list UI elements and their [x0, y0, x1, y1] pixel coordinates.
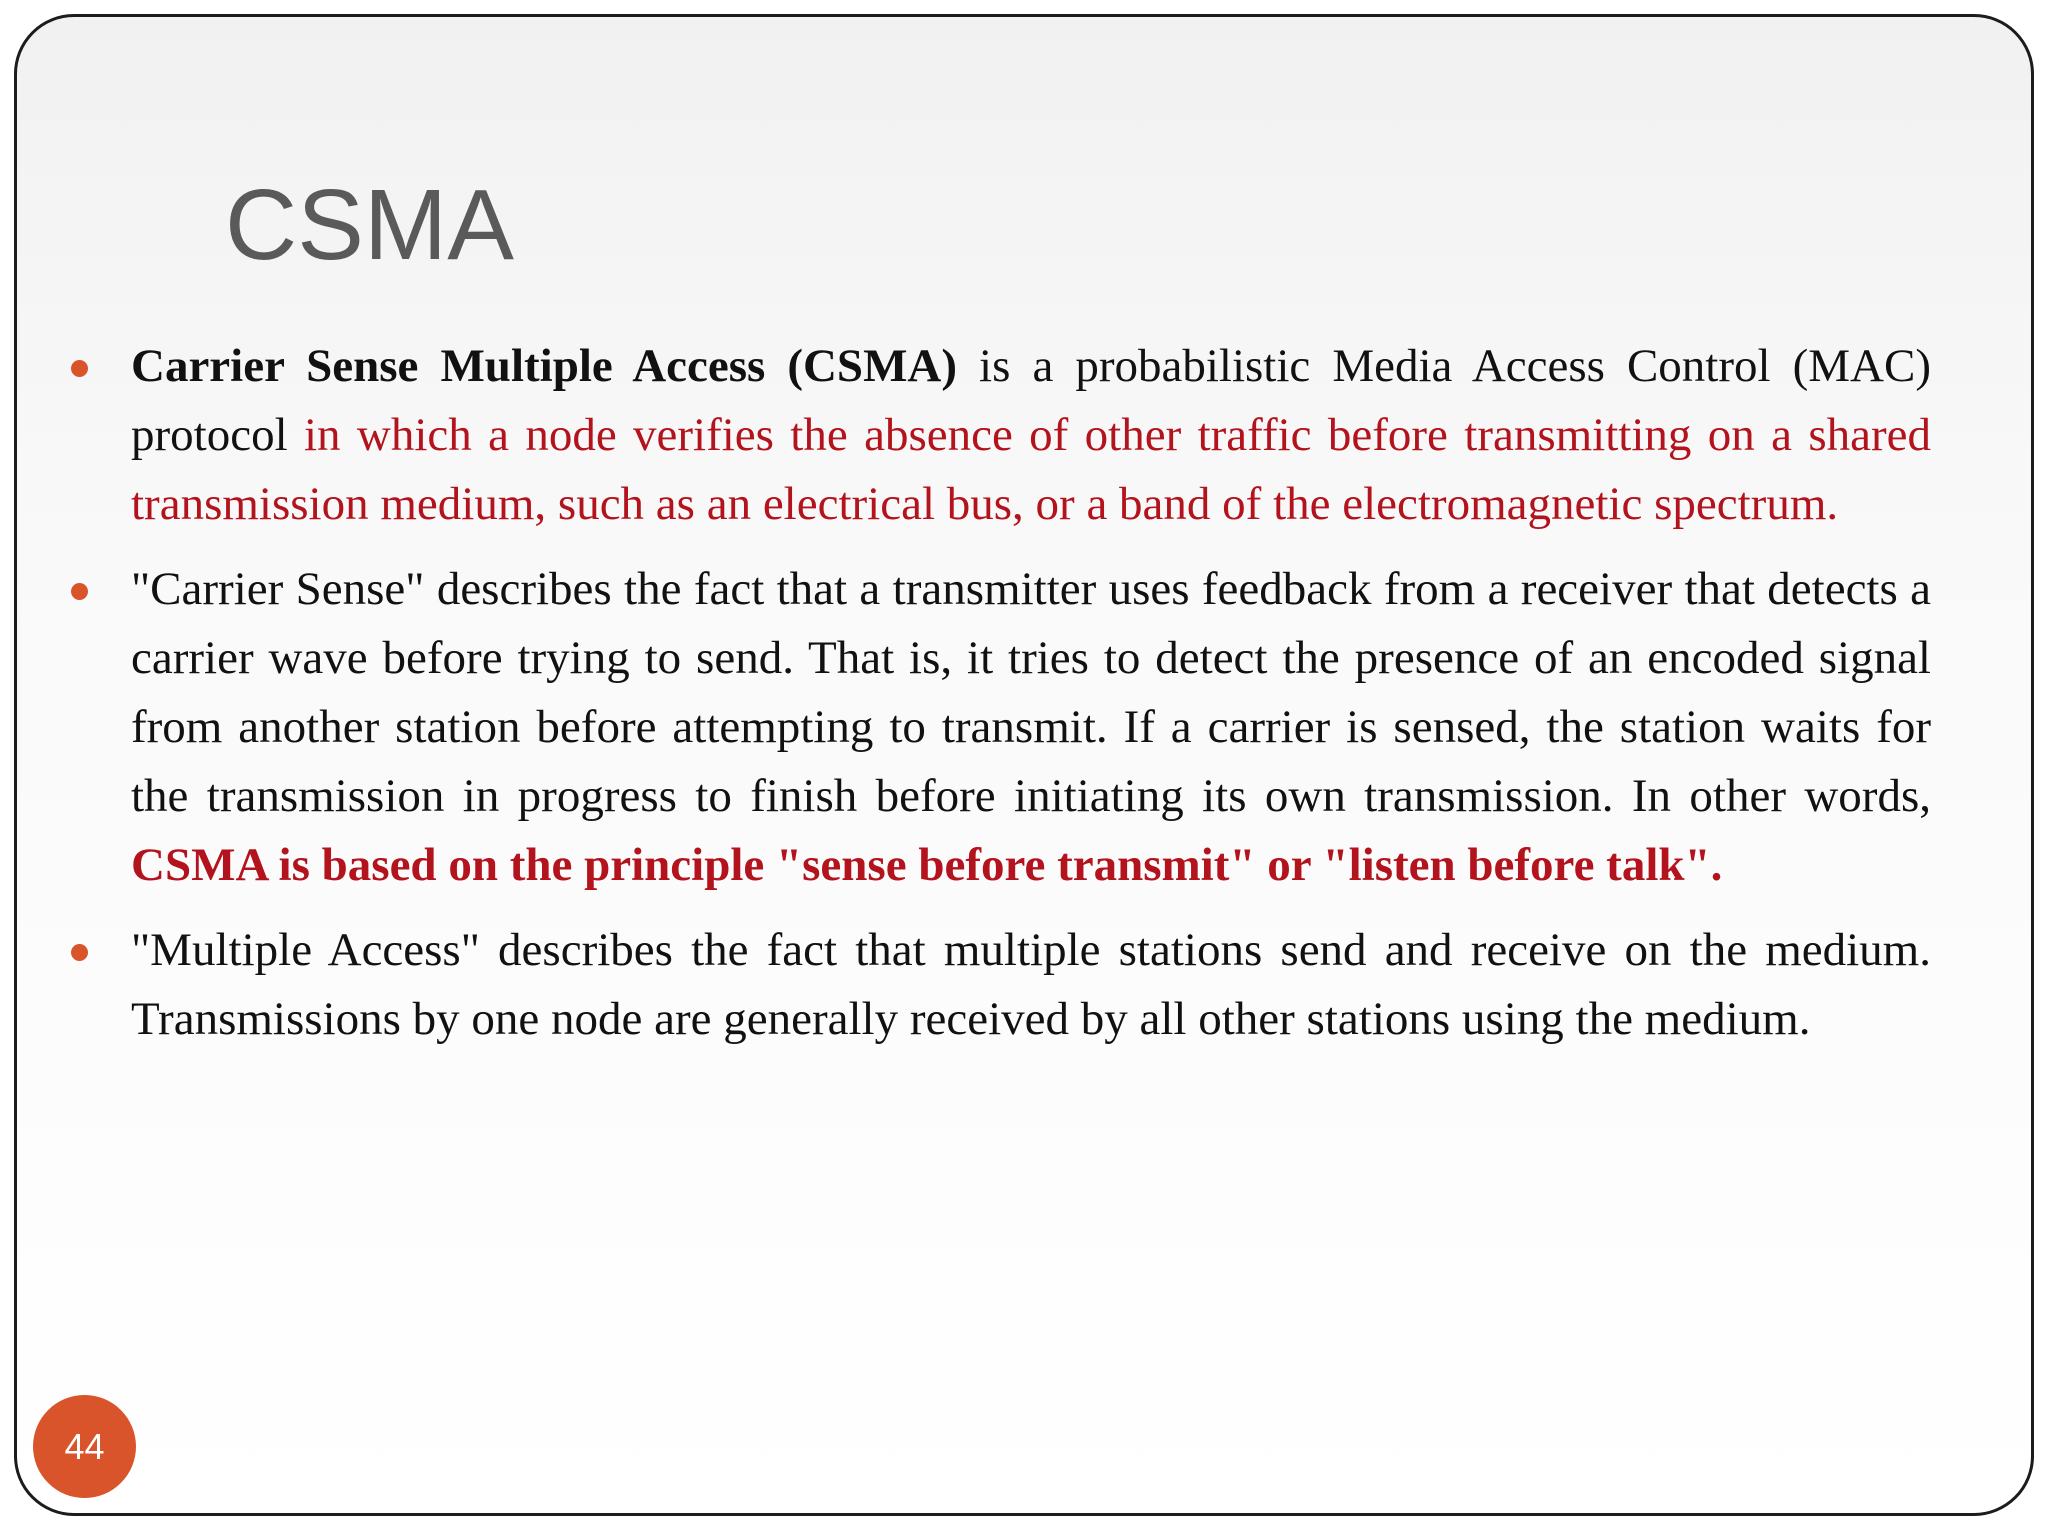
bullet-list — [131, 332, 1931, 1070]
slide-title: CSMA — [225, 169, 514, 281]
carrier-sense-text: "Carrier Sense" describes the fact that a transmitter uses feedback from a receiver that detects a carrier wave before trying to send. That is, it tries to detect the presence of an encoded signal from another station before attempting to transmit. If a carrier is sensed, the station waits for the transmission in progress to finish before initiating its own transmission. In other words, — [131, 563, 1931, 822]
multiple-access-text: "Multiple Access" describes the fact that multiple stations send and receive on the medium. Transmissions by one node are generally received by all other stations using the medium. — [131, 924, 1931, 1045]
bullet-item — [131, 555, 1931, 900]
bullet-item — [131, 332, 1931, 539]
bullet-dot-icon — [71, 360, 88, 377]
bullet-dot-icon — [71, 583, 88, 600]
bullet-dot-icon — [71, 944, 88, 961]
csma-definition-term: Carrier Sense Multiple Access (CSMA) — [131, 340, 958, 392]
page-number-badge: 44 — [33, 1395, 136, 1498]
carrier-sense-principle: CSMA is based on the principle "sense before transmit" or "listen before talk". — [131, 839, 1723, 891]
bullet-item — [131, 916, 1931, 1054]
csma-definition-highlight: in which a node verifies the absence of other traffic before transmitting on a shared transmission medium, such as an electrical bus, or a band of the electromagnetic spectrum. — [131, 409, 1931, 530]
csma-definition-text: is a probabilistic Media Access Control (MAC) protocol — [131, 340, 1931, 461]
